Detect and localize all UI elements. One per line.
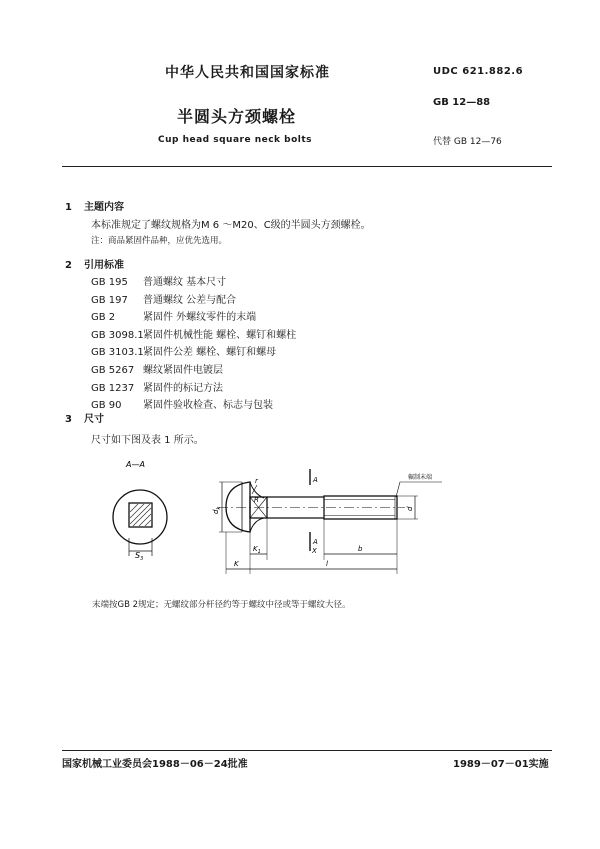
section-3-text: 尺寸如下图及表 1 所示。 [91,435,204,446]
section-3-number: 3 [65,414,72,425]
reference-code: GB 197 [91,294,128,306]
footer-divider [62,750,552,751]
reference-item [91,273,296,291]
reference-item [91,308,296,326]
reference-title: 紧固件公差 螺栓、螺钉和螺母 [143,347,277,359]
implementation-date: 1989－07－01实施 [453,759,549,770]
reference-title: 普通螺纹 公差与配合 [143,294,237,306]
section-1-note: 注：商品紧固件品种，应优先选用。 [91,236,228,246]
section-1-title: 主题内容 [84,202,124,213]
reference-title: 紧固件机械性能 螺栓、螺钉和螺柱 [143,329,297,341]
s-label: $S_3$ [135,551,144,562]
reference-code: GB 1237 [91,382,135,394]
reference-code: GB 2 [91,312,116,324]
bolt-head [226,482,250,532]
reference-title: 普通螺纹 基本尺寸 [143,277,227,288]
document-title-en: Cup head square neck bolts [158,135,313,145]
section-2-heading [65,256,124,271]
reference-code: GB 3098.1 [91,329,144,341]
reference-title: 紧固件 外螺纹零件的末端 [143,312,257,324]
approval-date: 国家机械工业委员会1988－06－24批准 [62,759,248,770]
k-label: K [234,560,239,568]
x-label: X [312,547,317,555]
section-2-title: 引用标准 [84,260,124,271]
reference-title: 紧固件的标记方法 [143,382,223,394]
reference-title: 紧固件验收检查、标志与包装 [143,400,273,412]
end-label: 辗制末端 [408,474,433,481]
section-2-number: 2 [65,260,72,271]
section-3-heading [65,410,104,425]
section-head-circle [113,490,167,544]
section-hatching [130,504,151,526]
d-label: d [406,506,414,511]
reference-code: GB 90 [91,400,122,412]
standard-org-title: 中华人民共和国国家标准 [165,65,330,81]
header-divider [62,166,552,167]
section-view-label: A—A [126,460,145,469]
reference-item [91,291,296,309]
bolt-drawing [100,452,470,582]
reference-item [91,361,296,379]
dk-label: $d_k$ [212,506,222,514]
r-label: r [255,477,258,485]
section-1-text: 本标准规定了螺纹规格为M 6 ～M20、C级的半圆头方颈螺栓。 [91,220,371,231]
figure-caption: 末端按GB 2规定；无螺纹部分杆径约等于螺纹中径或等于螺纹大径。 [92,600,351,610]
k1-label: $K_1$ [253,545,261,555]
cut-label-bottom: A [313,538,318,546]
reference-title: 螺纹紧固件电镀层 [143,364,223,376]
section-3-title: 尺寸 [84,414,104,425]
cut-label-top: A [313,476,318,484]
reference-item [91,326,296,344]
reference-item [91,379,296,397]
replaces-note: 代替 GB 12—76 [433,137,502,147]
reference-code: GB 3103.1 [91,347,144,359]
section-1-heading [65,198,124,213]
l-label: l [326,560,328,568]
R-label: R [254,496,259,504]
b-label: b [358,545,363,553]
section-square-neck [129,503,152,527]
reference-code: GB 5267 [91,364,135,376]
reference-item [91,343,296,361]
udc-code: UDC 621.882.6 [433,66,524,77]
reference-code: GB 195 [91,277,128,288]
gb-number: GB 12—88 [433,97,491,108]
section-1-number: 1 [65,202,72,213]
document-title-cn: 半圆头方颈螺栓 [177,107,297,126]
reference-list [91,273,296,414]
reference-item [91,396,296,414]
